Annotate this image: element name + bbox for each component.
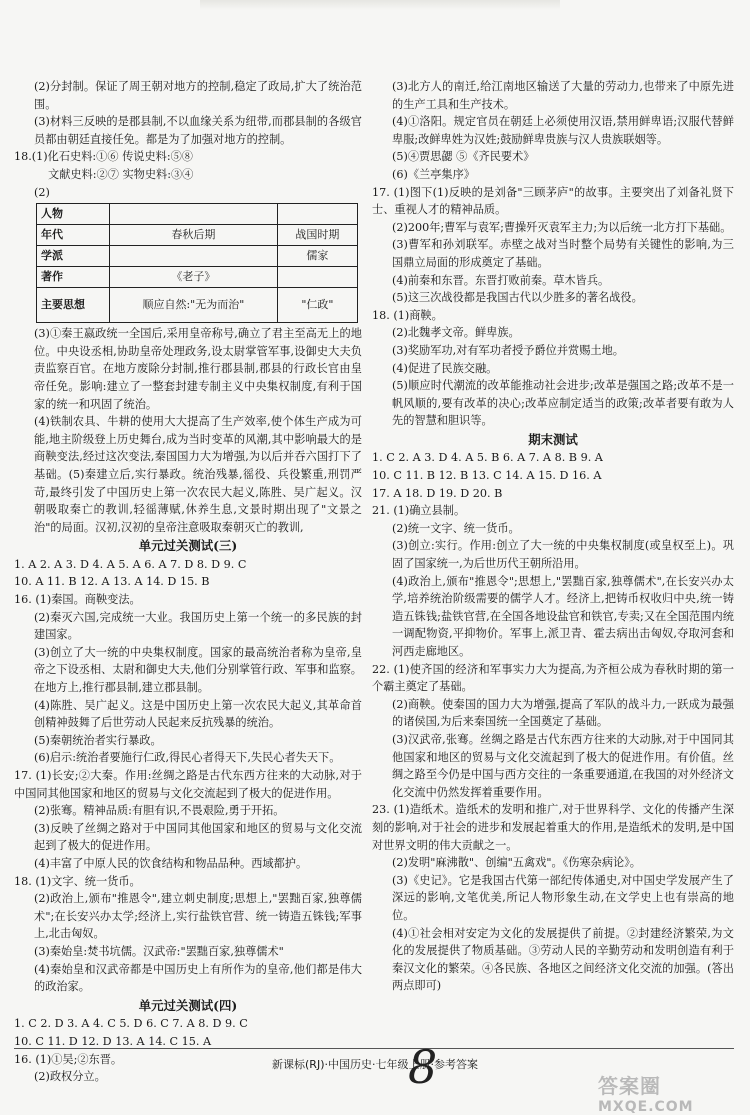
- answer-line: (4)前秦和东晋。东晋打败前秦。草木皆兵。: [392, 273, 610, 287]
- answer-line: 18. (1)文字、统一货币。: [14, 874, 141, 888]
- answer-line: (2)秦灭六国,完成统一大业。我国历史上第一个统一的多民族的封建国家。: [34, 610, 362, 642]
- answer-line: 21. (1)确立县制。: [372, 504, 466, 518]
- footer-divider: [14, 1048, 734, 1049]
- right-column: [372, 78, 734, 995]
- answer-line: 17. (1)长安;②大秦。作用:丝绸之路是古代东西方往来的大动脉,对于中国同其他国家和地区的贸易与文化交流起到了极大的促进作用。: [14, 769, 362, 800]
- row-header: 人物: [37, 204, 110, 225]
- answer-line: (2)政治上,颁布"推恩令",建立刺史制度;思想上,"罢黜百家,独尊儒术";在长安兴办太学;经济上,实行盐铁官营、统一铸造五铢钱;军事上,北击匈奴。: [34, 892, 362, 941]
- row-header: 学派: [37, 246, 110, 267]
- cell-laozi: [110, 204, 278, 225]
- answer-line: (6)《兰亭集序》: [392, 167, 475, 181]
- answer-line: (2)商鞅。使秦国的国力大为增强,提高了军队的战斗力,一跃成为最强的诸侯国,为后来秦国统一全国奠定了基础。: [392, 697, 734, 729]
- answer-line: 1. C 2. A 3. D 4. A 5. B 6. A 7. A 8. B 9. A: [372, 451, 603, 465]
- answer-line: (4)①洛阳。规定官员在朝廷上必须使用汉语,禁用鲜卑语;汉服代替鲜卑服;改鲜卑姓为汉姓;鼓励鲜卑贵族与汉人贵族联姻等。: [392, 115, 734, 146]
- cell-mencius: 儒家: [277, 246, 357, 267]
- answer-line: 16. (1)①吴;②东晋。: [14, 1052, 123, 1066]
- answer-line: 16. (1)秦国。商鞅变法。: [14, 593, 141, 607]
- answer-line: (3)①秦王嬴政统一全国后,采用皇帝称号,确立了君主至高无上的地位。中央设丞相,协助皇帝处理政务,设太尉掌管军事,设御史大夫负责监察百官。在地方废除分封制,推行郡县制,郡县的行政长官由皇帝任免。影响:建立了一整套封建专制主义中央集权制度,有利于国家的统一和巩固了统治。: [34, 327, 362, 411]
- right-answers: [372, 78, 734, 995]
- cell-laozi: 春秋后期: [110, 225, 278, 246]
- answer-line: (4)①社会相对安定为文化的发展提供了前提。②封建经济繁荣,为文化的发展提供了物质基础。③劳动人民的辛勤劳动和发明创造有利于秦汉文化的繁荣。④各民族、各地区之间经济文化交流的加强。(答出两点即可): [392, 926, 734, 993]
- answer-line: (2)发明"麻沸散"、创编"五禽戏"。《伤寒杂病论》。: [392, 856, 641, 870]
- answer-line: 22. (1)使齐国的经济和军事实力大为提高,为齐桓公成为春秋时期的第一个霸主奠定了基础。: [372, 662, 734, 694]
- answer-line: 17. (1)图下(1)反映的是刘备"三顾茅庐"的故事。主要突出了刘备礼贤下士、重视人才的精神品质。: [372, 185, 734, 217]
- answer-line: (3)北方人的南迁,给江南地区输送了大量的劳动力,也带来了中原先进的生产工具和生产技术。: [392, 80, 734, 111]
- answer-line: (3)材料三反映的是郡县制,不以血缘关系为纽带,而郡县制的各级官员都由朝廷直接任免。都是为了加强对地方的控制。: [34, 115, 362, 146]
- page-footer: 新课标(RJ)·中国历史·七年级上册·参考答案: [272, 1058, 478, 1071]
- answer-line: (4)秦始皇和汉武帝都是中国历史上有所作为的皇帝,他们都是伟大的政治家。: [34, 962, 362, 994]
- answer-line: (4)陈胜、吴广起义。这是中国历史上第一次农民大起义,其革命首创精神鼓舞了后世劳动人民起来反抗残暴的统治。: [34, 698, 362, 730]
- table-row: [37, 288, 358, 323]
- handwritten-page-number: 8: [408, 1040, 438, 1094]
- cell-mencius: [277, 267, 357, 288]
- answer-line: 1. A 2. A 3. D 4. A 5. A 6. A 7. D 8. D 9. C: [14, 557, 247, 571]
- cell-laozi: 顺应自然:"无为而治": [110, 288, 278, 323]
- row-header: 年代: [37, 225, 110, 246]
- site-watermark: [598, 1070, 728, 1115]
- answer-line: (3)《史记》。它是我国古代第一部纪传体通史,对中国史学发展产生了深远的影响,文笔优美,所记人物形象生动,在文学史上也有崇高的地位。: [392, 873, 734, 922]
- answer-line: (3)汉武帝,张骞。丝绸之路是古代东西方往来的大动脉,对于中国同其他国家和地区的贸易与文化交流起到了极大的促进作用。有价值。丝绸之路至今仍是中国与西方交往的一条重要通道,在我国的对外经济文化交流中仍然发挥着重要作用。: [392, 732, 734, 799]
- answer-line: 17. A 18. D 19. D 20. B: [372, 486, 503, 500]
- row-header: 主要思想: [37, 288, 110, 323]
- answer-line: (2)政权分立。: [34, 1070, 106, 1084]
- answer-line: (6)启示:统治者要施行仁政,得民心者得天下,失民心者失天下。: [34, 751, 341, 765]
- answer-line: (4)铁制农具、牛耕的使用大大提高了生产效率,使个体生产成为可能,地主阶级登上历史舞台,成为当时变革的风潮,其中影响最大的是商鞅变法,经过这次变法,秦国国力大为增强,为以后并吞六国打下了基础。(5)秦建立后,实行暴政。统治残暴,徭役、兵役繁重,刑罚严苛,最终引发了中国历史上第一次农民大起义,陈胜、吴广起义。汉朝吸取秦亡的教训,轻徭薄赋,休养生息,文景时期出现了"文景之治"的局面。汉初,汉初的皇帝注意吸取秦朝灭亡的教训,: [34, 415, 362, 534]
- answer-line: (3)秦始皇:焚书坑儒。汉武帝:"罢黜百家,独尊儒术": [34, 944, 284, 958]
- left-column: [14, 78, 362, 1086]
- cell-laozi: [110, 246, 278, 267]
- answer-line: 10. A 11. B 12. A 13. A 14. D 15. B: [14, 575, 210, 589]
- answer-line: 23. (1)造纸术。造纸术的发明和推广,对于世界科学、文化的传播产生深刻的影响,对于社会的进步和发展起着重大的作用,是造纸术的发明,是中国对世界文明的伟大贡献之一。: [372, 803, 734, 852]
- cell-mencius: 战国时期: [277, 225, 357, 246]
- answer-line: 10. C 11. B 12. B 13. C 14. A 15. D 16. A: [372, 469, 602, 483]
- answer-line: (4)政治上,颁布"推恩令";思想上,"罢黜百家,独尊儒术",在长安兴办太学,培养统治阶级需要的儒学人才。经济上,把铸币权收归中央,统一铸造五铢钱;盐铁官营,在全国各地设盐官和铁官,专卖;又在全国范围内统一调配物资,平抑物价。军事上,派卫青、霍去病出击匈奴,夺取河套和河西走廊地区。: [392, 574, 734, 658]
- answer-line: (3)奖励军功,对有军功者授予爵位并赏赐土地。: [392, 343, 624, 357]
- answer-line: (2): [34, 185, 50, 199]
- answer-line: 文献史料:②⑦ 实物史料:③④: [48, 167, 194, 181]
- answer-line: (5)顺应时代潮流的改革能推动社会进步;改革是强国之路;改革不是一帆风顺的,要有改革的决心;改革应制定适当的政策;改革者要有敢为人先的智慧和胆识等。: [392, 379, 734, 428]
- answer-line: (3)曹军和孙刘联军。赤壁之战对当时整个局势有关键性的影响,为三国鼎立局面的形成奠定了基础。: [392, 238, 734, 269]
- left-answers-top: [14, 78, 362, 201]
- answer-line: (2)200年;曹军与袁军;曹操歼灭袁军主力;为以后统一北方打下基础。: [392, 220, 732, 234]
- table-row: [37, 225, 358, 246]
- answer-line: (4)丰富了中原人民的饮食结构和物品品种。西域都护。: [34, 856, 308, 870]
- answer-line: (2)张骞。精神品质:有胆有识,不畏艰险,勇于开拓。: [34, 804, 285, 818]
- answer-line: (2)统一文字、统一货币。: [392, 521, 520, 535]
- cell-mencius: "仁政": [277, 288, 357, 323]
- answer-line: (5)④贾思勰 ⑤《齐民要术》: [392, 150, 535, 164]
- answer-line: (3)创立:实行。作用:创立了大一统的中央集权制度(或皇权至上)。巩固了国家统一,为后世历代王朝所沿用。: [392, 539, 734, 571]
- answer-line: (2)分封制。保证了周王朝对地方的控制,稳定了政局,扩大了统治范围。: [34, 80, 362, 111]
- answer-line: 18. (1)商鞅。: [372, 308, 443, 322]
- answer-line: (3)创立了大一统的中央集权制度。国家的最高统治者称为皇帝,皇帝之下设丞相、太尉和御史大夫,他们分别掌管行政、军事和监察。在地方上,推行郡县制,建立郡县制。: [34, 645, 362, 695]
- watermark-url: MXQE.COM: [598, 1099, 694, 1115]
- table-row: [37, 246, 358, 267]
- section-heading: 单元过关测试(三): [138, 538, 238, 554]
- left-answers-bottom: [14, 325, 362, 1086]
- section-heading: 单元过关测试(四): [138, 997, 238, 1013]
- answer-line: (2)北魏孝文帝。鲜卑族。: [392, 326, 520, 340]
- row-header: 著作: [37, 267, 110, 288]
- cell-laozi: 《老子》: [110, 267, 278, 288]
- watermark-logo-text: 答案圈: [598, 1074, 661, 1098]
- answer-line: (5)秦朝统治者实行暴政。: [34, 733, 162, 747]
- table-row: [37, 267, 358, 288]
- cell-mencius: [277, 204, 357, 225]
- answer-line: (5)这三次战役都是我国古代以少胜多的著名战役。: [392, 291, 643, 305]
- scan-shadow: [200, 0, 560, 10]
- answer-line: 18.(1)化石史料:①⑥ 传说史料:⑤⑧: [14, 150, 193, 164]
- table-row: [37, 204, 358, 225]
- section-heading: 期末测试: [528, 431, 578, 447]
- thinkers-table: [36, 203, 358, 323]
- answer-line: (4)促进了民族交融。: [392, 361, 498, 375]
- answer-line: 10. C 11. D 12. D 13. A 14. C 15. A: [14, 1034, 212, 1048]
- answer-line: 1. C 2. D 3. A 4. C 5. D 6. C 7. A 8. D 9. C: [14, 1017, 248, 1031]
- answer-line: (3)反映了丝绸之路对于中国同其他国家和地区的贸易与文化交流起到了极大的促进作用。: [34, 821, 362, 853]
